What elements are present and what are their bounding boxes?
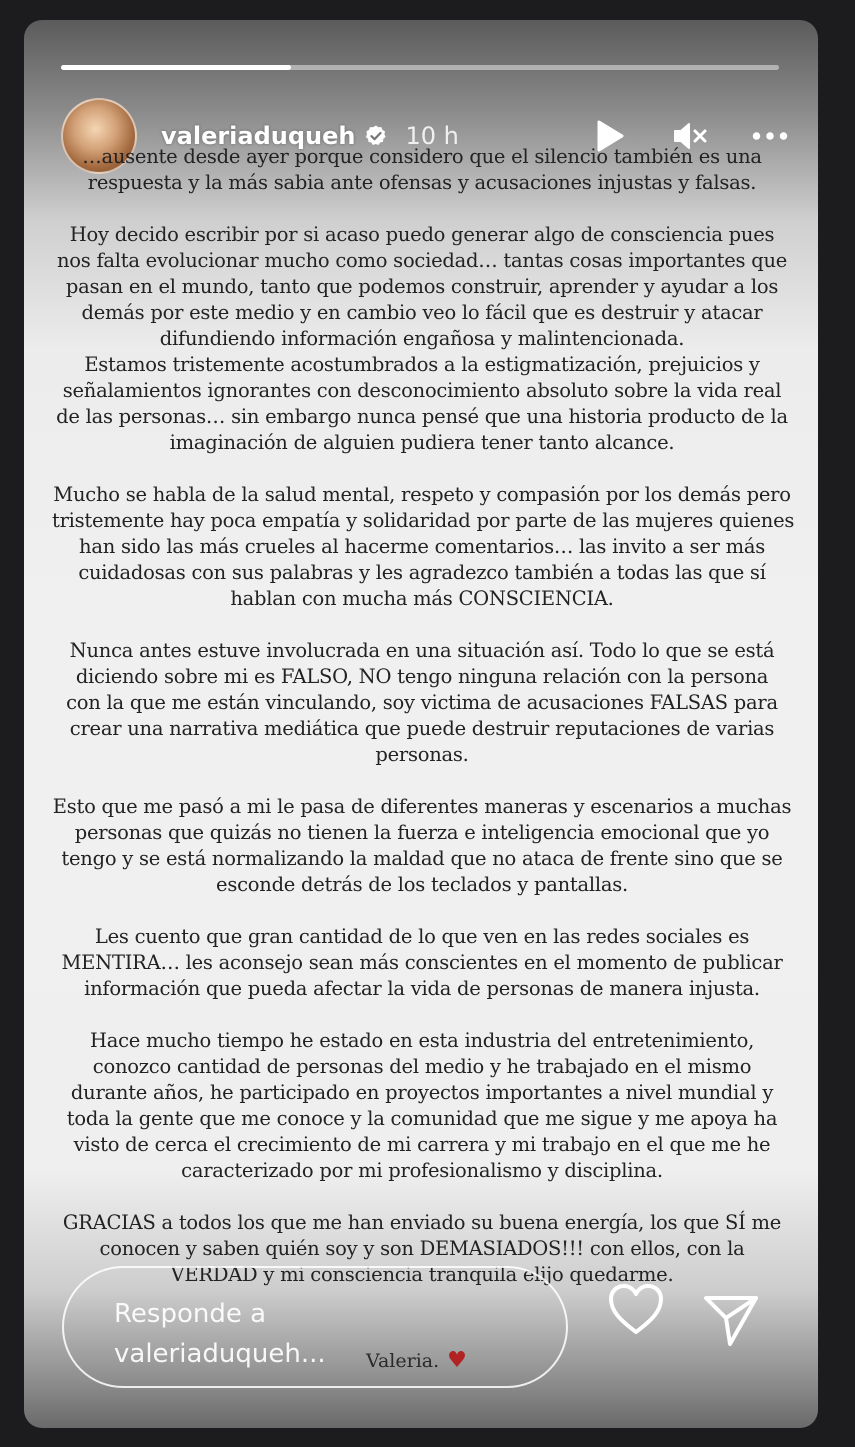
message-line: personas. bbox=[375, 743, 469, 766]
like-button[interactable] bbox=[606, 1282, 666, 1338]
reply-placeholder: Responde a bbox=[114, 1299, 267, 1329]
message-line: personas que quizás no tienen la fuerza e inteligencia emocional que yo bbox=[74, 821, 770, 844]
message-line: Hace mucho tiempo he estado en esta industria del entretenimiento, bbox=[89, 1029, 755, 1052]
message-line: información que pueda afectar la vida de personas de manera injusta. bbox=[84, 977, 760, 1000]
message-line: durante años, he participado en proyectos importantes a nivel mundial y bbox=[70, 1081, 774, 1104]
message-line: pasan en el mundo, tanto que podemos construir, aprender y ayudar a los bbox=[65, 275, 779, 298]
heart-icon bbox=[606, 1282, 666, 1338]
message-line: visto de cerca el crecimiento de mi carrera y mi trabajo en el que me he bbox=[73, 1133, 771, 1156]
reply-placeholder: valeriaduqueh... bbox=[114, 1339, 326, 1369]
heart-emoji-icon: ♥ bbox=[447, 1348, 467, 1373]
story-progress-fill bbox=[61, 65, 291, 70]
story-message bbox=[52, 144, 795, 1314]
send-icon bbox=[702, 1292, 760, 1348]
message-line: Estamos tristemente acostumbrados a la estigmatización, prejuicios y bbox=[84, 353, 760, 376]
message-line: Mucho se habla de la salud mental, respeto y compasión por los demás pero bbox=[53, 483, 791, 506]
message-line: de las personas… sin embargo nunca pensé que una historia producto de la bbox=[56, 405, 788, 428]
message-line: MENTIRA… les aconsejo sean más conscientes en el momento de publicar bbox=[61, 951, 783, 974]
send-button[interactable] bbox=[702, 1292, 760, 1348]
message-paragraph bbox=[52, 638, 792, 768]
message-line: nos falta evolucionar mucho como sociedad… tantas cosas importantes que bbox=[56, 249, 788, 272]
message-line: Hoy decido escribir por si acaso puedo generar algo de consciencia pues bbox=[69, 223, 775, 246]
message-line: Esto que me pasó a mi le pasa de diferentes maneras y escenarios a muchas bbox=[52, 795, 792, 818]
message-line: caracterizado por mi profesionalismo y disciplina. bbox=[181, 1159, 663, 1182]
signature-text: Valeria. bbox=[366, 1349, 440, 1372]
signature bbox=[366, 1348, 467, 1373]
message-line: toda la gente que me conoce y la comunidad que me sigue y me apoya ha bbox=[66, 1107, 778, 1130]
message-line: tengo y se está normalizando la maldad que no ataca de frente sino que se bbox=[61, 847, 783, 870]
message-line: Nunca antes estuve involucrada en una situación así. Todo lo que se está bbox=[69, 639, 775, 662]
message-line: demás por este medio y en cambio veo lo fácil que es destruir y atacar bbox=[81, 301, 763, 324]
message-paragraph bbox=[52, 222, 792, 456]
message-line: cuidadosas con sus palabras y les agradezco también a todas las que sí bbox=[78, 561, 766, 584]
message-line: imaginación de alguien pudiera tener tanto alcance. bbox=[169, 431, 675, 454]
message-line: crear una narrativa mediática que puede destruir reputaciones de varias bbox=[69, 717, 775, 740]
message-line: con la que me están vinculando, soy victima de acusaciones FALSAS para bbox=[66, 691, 778, 714]
message-line: Les cuento que gran cantidad de lo que ven en las redes sociales es bbox=[94, 925, 750, 948]
message-line: respuesta y la más sabia ante ofensas y acusaciones injustas y falsas. bbox=[87, 171, 757, 194]
message-line: GRACIAS a todos los que me han enviado su buena energía, los que SÍ me bbox=[62, 1211, 782, 1234]
more-icon bbox=[752, 130, 788, 142]
message-paragraph bbox=[52, 794, 792, 898]
message-paragraph bbox=[52, 482, 795, 612]
message-paragraph bbox=[52, 144, 792, 196]
message-line: VERDAD y mi consciencia tranquila elijo quedarme. bbox=[170, 1263, 674, 1286]
story-timestamp: 10 h bbox=[405, 122, 459, 150]
message-line: han sido las más crueles al hacerme comentarios… las invito a ser más bbox=[79, 535, 765, 558]
message-line: esconde detrás de los teclados y pantallas. bbox=[216, 873, 628, 896]
message-line: señalamientos ignorantes con desconocimiento absoluto sobre la vida real bbox=[62, 379, 782, 402]
message-line: tristemente hay poca empatía y solidaridad por parte de las mujeres quienes bbox=[52, 509, 795, 532]
message-paragraph bbox=[52, 924, 792, 1002]
reply-input[interactable] bbox=[62, 1266, 568, 1388]
message-line: conocen y saben quién soy y son DEMASIADOS!!! con ellos, con la bbox=[99, 1237, 745, 1260]
message-line: …ausente desde ayer porque considero que el silencio también es una bbox=[82, 145, 762, 168]
story-progress-bar bbox=[61, 65, 779, 70]
message-line: hablan con mucha más CONSCIENCIA. bbox=[230, 587, 614, 610]
message-line: diciendo sobre mi es FALSO, NO tengo ninguna relación con la persona bbox=[75, 665, 769, 688]
message-paragraph bbox=[52, 1028, 792, 1184]
username[interactable]: valeriaduqueh bbox=[161, 122, 356, 150]
message-line: difundiendo información engañosa y malintencionada. bbox=[159, 327, 685, 350]
message-line: conozco cantidad de personas del medio y he trabajado en el mismo bbox=[92, 1055, 752, 1078]
story-viewer bbox=[24, 20, 818, 1428]
